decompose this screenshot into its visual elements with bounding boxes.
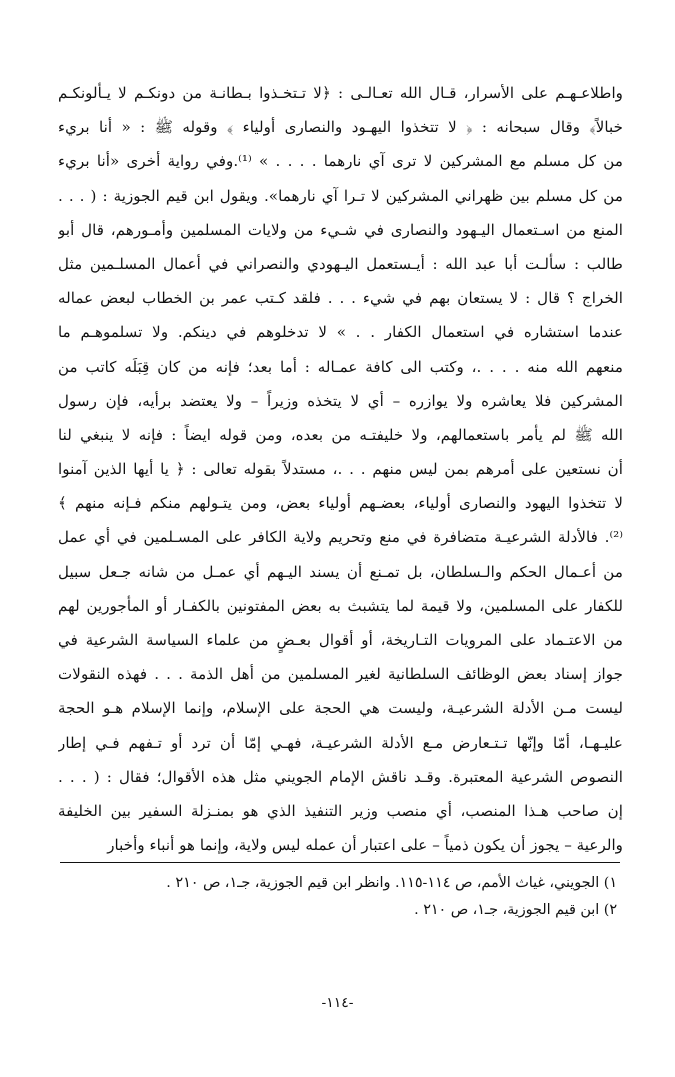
page-number: -١١٤- (321, 995, 354, 1011)
main-text (58, 76, 623, 862)
text-line: إن صاحب هـذا المنصب، أي منصب وزير التنفيذ الذي هو بمنـزلة السفير بين الخليفة (58, 801, 623, 820)
text-line: ⁽²⁾. فالأدلة الشرعيـة متضافرة في منع وتحريم ولاية الكافر على المسـلمين في أي عمل (58, 528, 623, 547)
footnote-item: ١) الجويني، غياث الأمم، ص ١١٤-١١٥. وانظر ابن قيم الجوزية، جـ١، ص ٢١٠ . (166, 875, 617, 891)
text-line: النصوص الشرعية المعتبرة. وقـد ناقش الإمام الجويني مثل هذه الأقوال؛ فقال : ( . . . (58, 767, 623, 786)
text-line: ليست مـن الأدلة الشرعيـة، وليست هي الحجة على الإسلام، وإنما الإسلام هـو الحجة (58, 699, 623, 718)
text-line: عندما استشاره في استعمال الكفار . . » لا تدخلوهم في دينكم. ولا تسلموهـم ما (58, 323, 623, 342)
footnotes (58, 870, 617, 924)
footnote-item: ٢) ابن قيم الجوزية، جـ١، ص ٢١٠ . (414, 902, 617, 918)
text-line: من أعـمال الحكم والـسلطان، بل تمـنع أن يسند اليـهم أي عمـل من شانه جـعل سبيل (58, 562, 623, 581)
text-line: الخراج ؟ قال : لا يستعان بهم في شيء . . . فلقد كـتب عمر بن الخطاب لبعض عماله (58, 289, 623, 308)
text-line: المنع من اسـتعمال اليـهود والنصارى في شـيء من ولايات المسلمين وأمـورهم، قال أبو (58, 220, 623, 239)
text-line: المشركين فلا يعاشره ولا يوازره – أي لا يتخذه وزيراً – ولا يعتضد برأيه، فإن رسول (58, 391, 623, 410)
text-line: جواز إسناد بعض الوظائف السلطانية لغير المسلمين من أهل الذمة . . . فهذه النقولات (58, 665, 623, 684)
text-line: من كل مسلم مع المشركين لا ترى آي نارهما . . . . » ⁽¹⁾.وفي رواية أخرى «أنا بريء (58, 152, 623, 171)
text-line: لا تتخذوا اليهود والنصارى أولياء، بعضـهم أولياء بعض، ومن يتـولهم منكم فـإنه منهم ﴾ (58, 494, 623, 513)
text-line: عليـهـا، أمّا وإنّها تـتـعارض مـع الأدلة الشرعيـة، فهـي إمّا أن ترد أو تـفهم فـي إطار (58, 733, 623, 752)
text-line: للكفار على المسلمين، ولا قيمة لما يتشبث به بعض المفتونين بالكفـار أو المأجورين لهم (58, 596, 623, 615)
footnote-divider (60, 862, 620, 863)
text-line: الله ﷺ لم يأمر باستعمالهم، ولا خليفتـه من بعده، ومن قوله ايضاً : فإنه لا ينبغي لنا (58, 425, 623, 444)
text-line: خبالاً﴾ وقال سبحانه : ﴿ لا تتخذوا اليهـود والنصارى أولياء ﴾ وقوله ﷺ : « أنا بريء (58, 118, 623, 137)
text-line: من الاعتـماد على المرويات التـاريخة، أو أقوال بعـضٍ من علماء السياسة الشرعية في (58, 631, 623, 649)
text-line: واطلاعـهـم على الأسرار، قـال الله تعـالـى : ﴿لا تـتخـذوا بـطانـة من دونكـم لا يـألونكـم (58, 84, 623, 102)
text-line: منعهم الله منه . . . .، وكتب الى كافة عمـاله : أما بعد؛ فإنه من كان قِبَلَه كاتب من (58, 357, 623, 376)
text-line: والرعية – يجوز أن يكون ذمياً – على اعتبار أن عمله ليس ولاية، وإنما هو أنباء وأخبار (107, 836, 623, 855)
text-line: أن نستعين على أمرهم بمن ليس منهم . . .، مستدلاً بقوله تعالى : ﴿ يا أيها الذين آمنوا (58, 460, 623, 479)
text-line: طالب : سألـت أبا عبد الله : أيـستعمل اليـهودي والنصراني في أعمال المسلـمين مثل (58, 254, 623, 273)
text-line: من كل مسلم بين ظهراني المشركين لا تـرا آي نارهما». ويقول ابن قيم الجوزية : ( . . . (58, 186, 623, 205)
